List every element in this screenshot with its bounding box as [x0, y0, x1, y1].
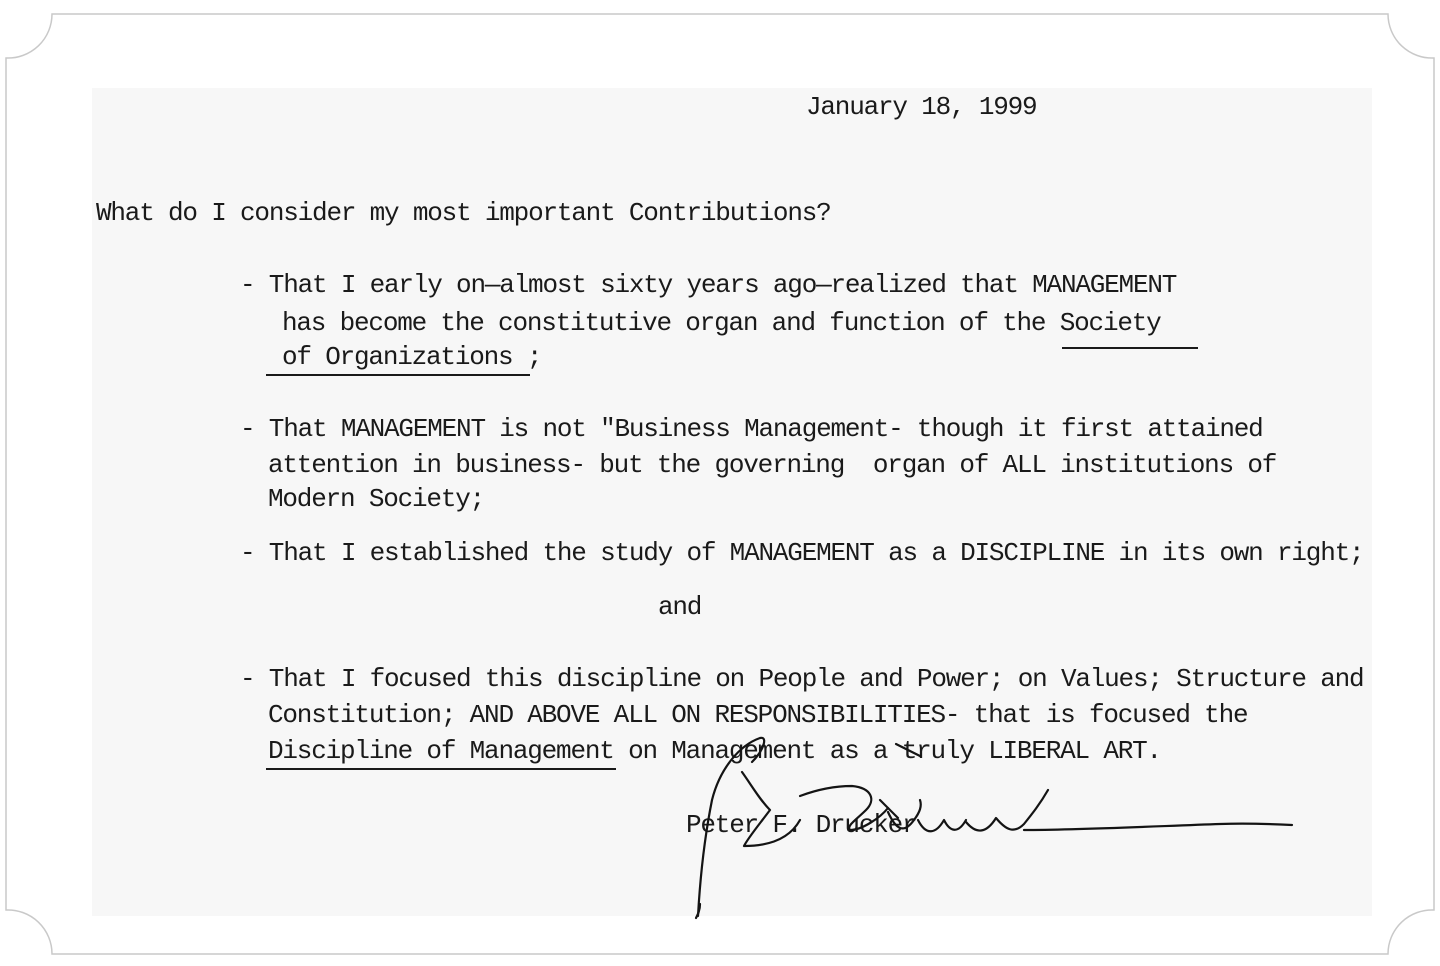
underline-society [1062, 347, 1198, 349]
letter-date: January 18, 1999 [806, 92, 1037, 122]
item1-line3: of Organizations ; [282, 342, 542, 372]
letter-question: What do I consider my most important Contributions? [96, 198, 831, 228]
underline-organizations [266, 374, 530, 376]
typed-name: Peter F. Drucker [686, 810, 917, 840]
item2-line2: attention in business- but the governing organ of ALL institutions of [268, 450, 1277, 480]
item1-line1: - That I early on—almost sixty years ago—realized that MANAGEMENT [240, 270, 1177, 300]
item3-line1: - That I established the study of MANAGEMENT as a DISCIPLINE in its own right; [240, 538, 1364, 568]
item2-line1: - That MANAGEMENT is not "Business Management- though it first attained [240, 414, 1263, 444]
item1-line2: has become the constitutive organ and function of the Society [282, 308, 1161, 338]
conjunction-and: and [658, 592, 702, 622]
item4-line2: Constitution; AND ABOVE ALL ON RESPONSIBILITIES- that is focused the [268, 700, 1248, 730]
item4-line1: - That I focused this discipline on People and Power; on Values; Structure and [240, 664, 1364, 694]
item4-line3: Discipline of Management on Management as a truly LIBERAL ART. [268, 736, 1161, 766]
item2-line3: Modern Society; [268, 484, 485, 514]
underline-discipline-of-management [266, 768, 616, 770]
